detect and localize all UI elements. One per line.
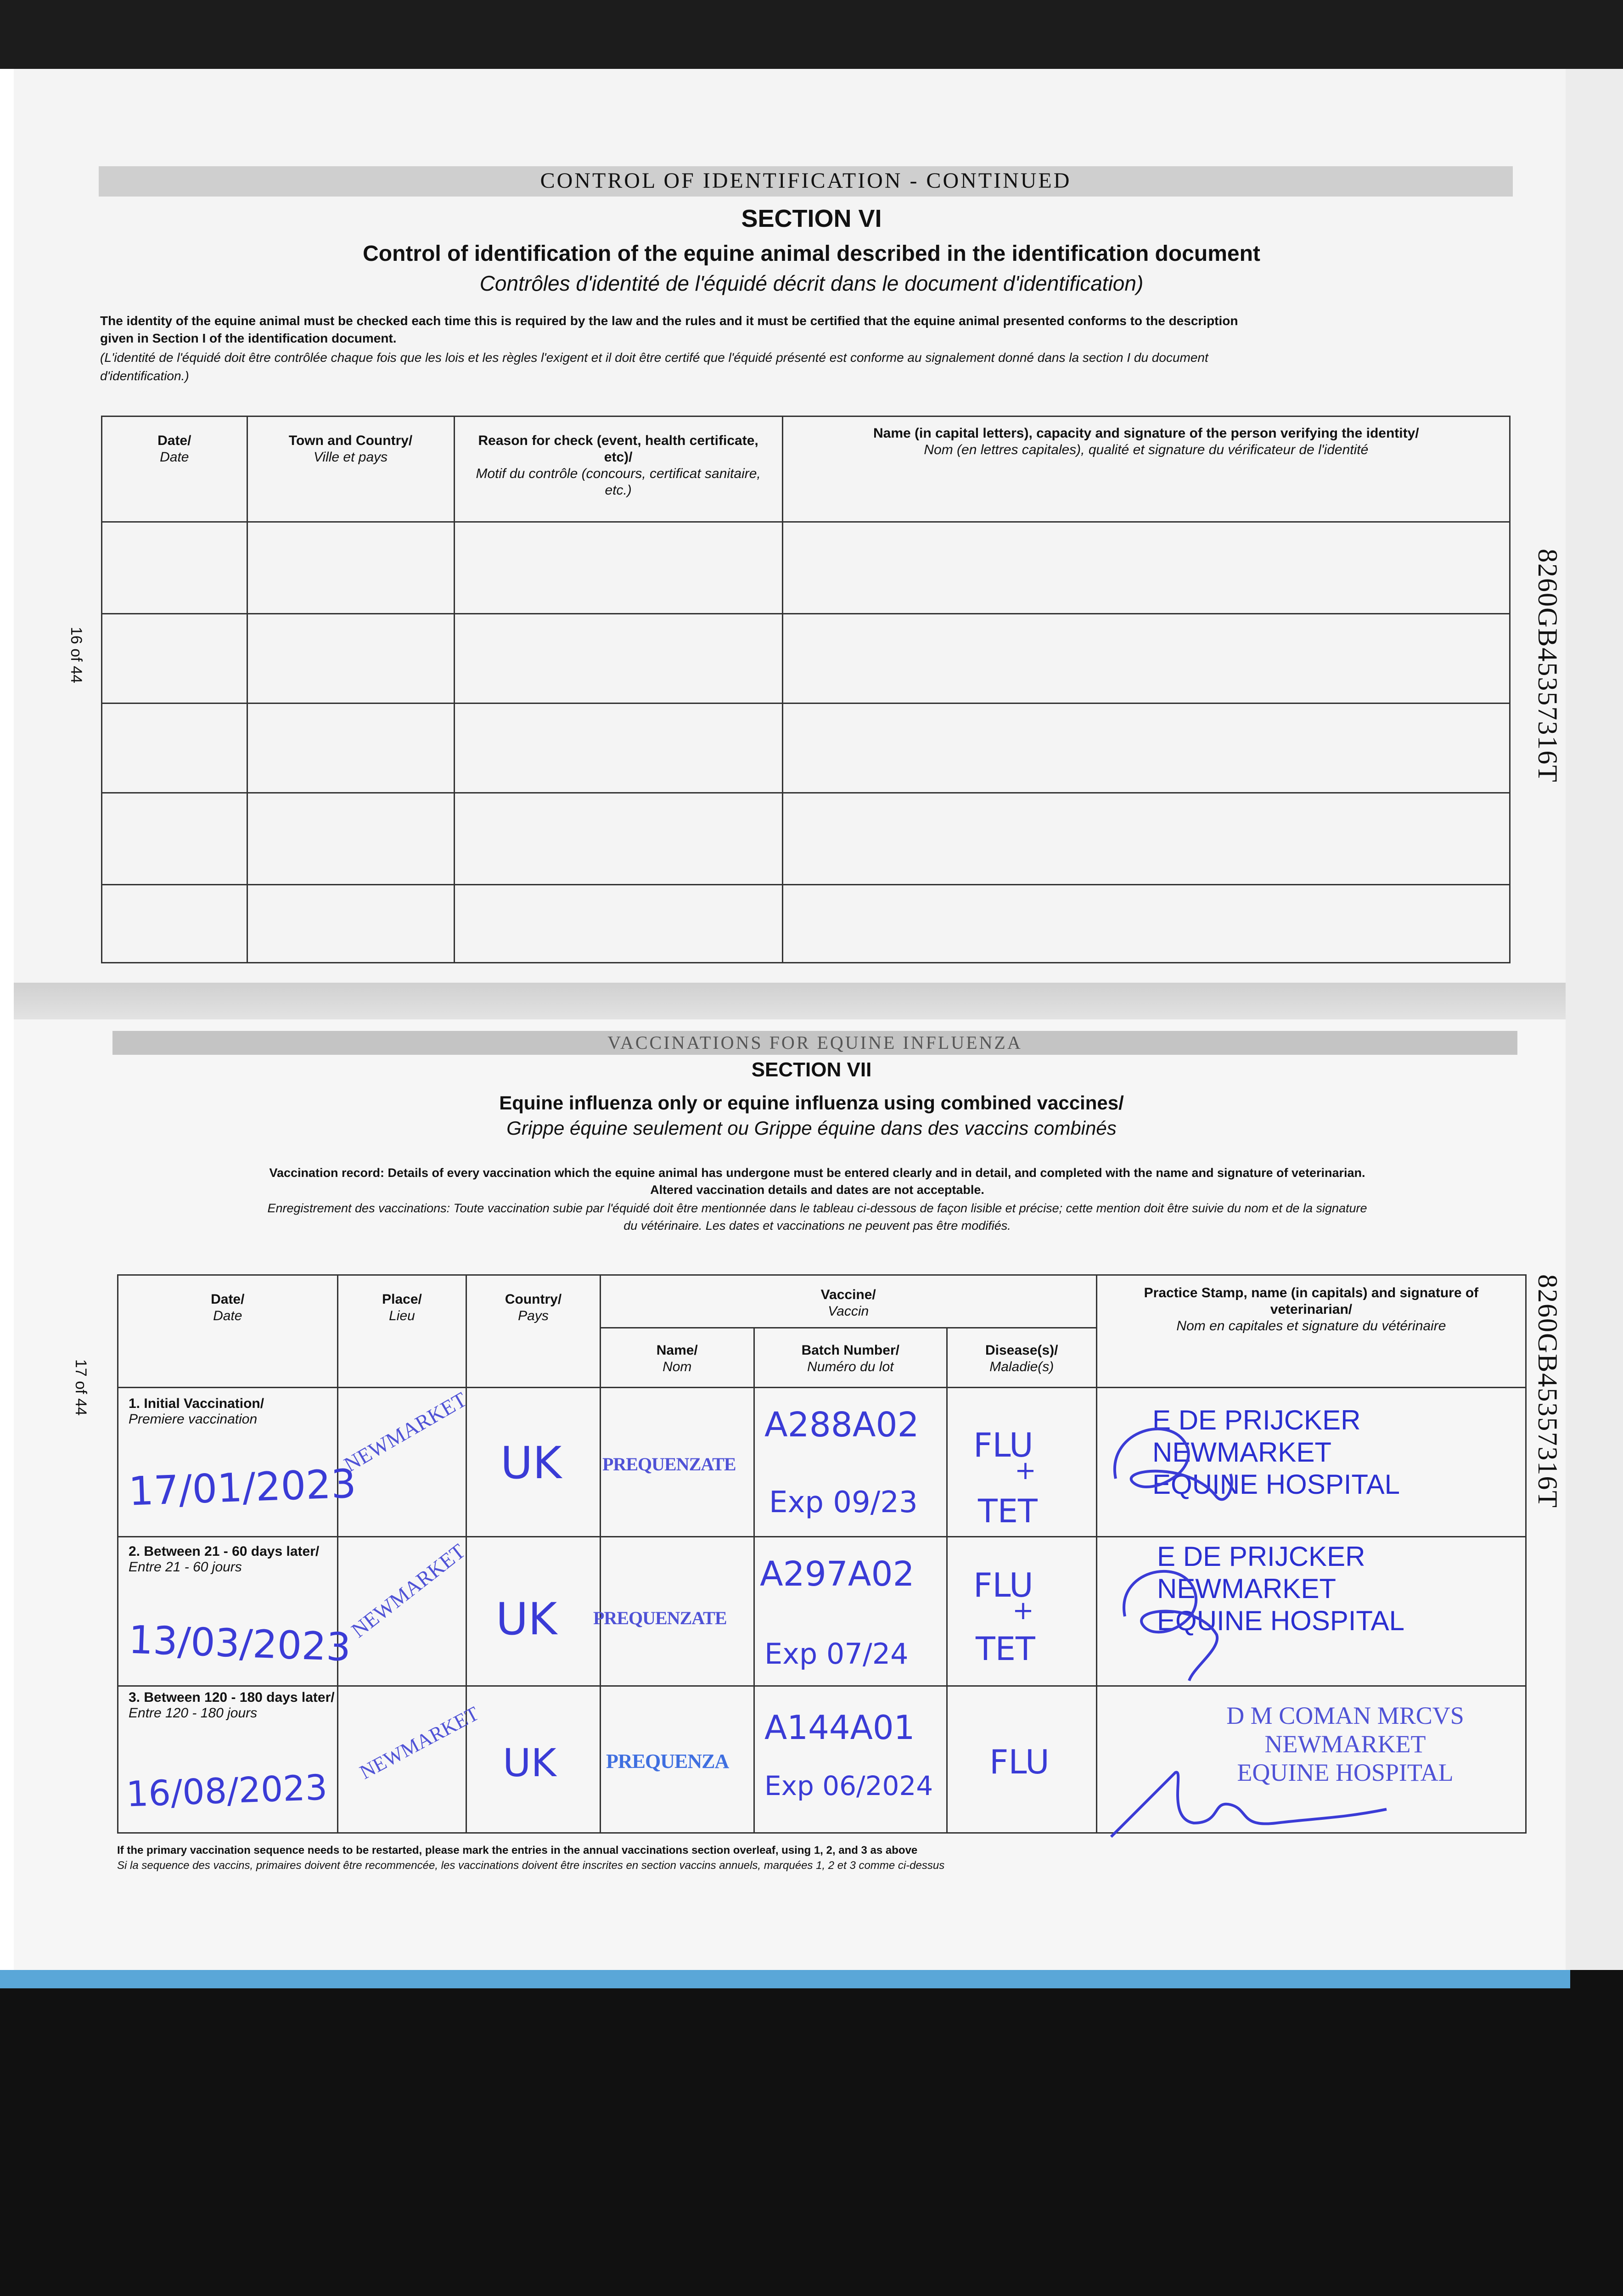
record-fr-2: du vétérinaire. Les dates et vaccinations ne peuvent pas être modifiés. — [623, 1219, 1011, 1232]
table-row — [102, 614, 1510, 703]
col-batch-header: Batch Number/ Numéro du lot — [754, 1328, 947, 1388]
row2-expiry: Exp 07/24 — [764, 1637, 909, 1671]
col-country-header: Country/ Pays — [466, 1275, 600, 1388]
col-disease-header: Disease(s)/ Maladie(s) — [947, 1328, 1096, 1388]
row1-vaccine: PREQUENZATE — [602, 1454, 736, 1474]
section-vi-title: SECTION VI — [741, 205, 882, 232]
section-vi-heading-fr: Contrôles d'identité de l'équidé décrit dans le document d'identification) — [479, 271, 1144, 295]
table-row — [102, 522, 1510, 614]
row3-batch: A144A01 — [764, 1708, 915, 1747]
row1-expiry: Exp 09/23 — [769, 1486, 918, 1519]
section-vii-band-title: VACCINATIONS FOR EQUINE INFLUENZA — [607, 1032, 1022, 1053]
col-stamp-header: Practice Stamp, name (in capitals) and signature of veterinarian/ Nom en capitales et signature du vétérinaire — [1096, 1275, 1526, 1388]
table-row — [102, 793, 1510, 885]
section-vi-intro-en-1: The identity of the equine animal must be checked each time this is required by the law and the rules and it must be certified that the equine animal presented conforms to the description — [100, 314, 1238, 328]
col-date-header: Date/ Date — [118, 1275, 338, 1388]
scan-top-border — [0, 0, 1623, 69]
table-row — [102, 703, 1510, 793]
row2-batch: A297A02 — [760, 1554, 915, 1594]
col-town-country-header: Town and Country/ Ville et pays — [247, 416, 454, 522]
row1-disease-plus: + — [1015, 1456, 1036, 1486]
row2-place: NEWMARKET — [347, 1539, 470, 1642]
section-vi-band-title: CONTROL OF IDENTIFICATION - CONTINUED — [540, 169, 1072, 193]
row1-label: 1. Initial Vaccination/ Premiere vaccination — [129, 1396, 264, 1427]
row1-batch: A288A02 — [764, 1405, 919, 1445]
col-date-header: Date/ Date — [102, 416, 247, 522]
row3-signature — [1102, 1754, 1396, 1846]
section-vi-intro-en-2: given in Section I of the identification document. — [100, 331, 397, 345]
row1-date: 17/01/2023 — [128, 1461, 357, 1515]
section-vii-heading-fr: Grippe équine seulement ou Grippe équine dans des vaccins combinés — [506, 1117, 1117, 1139]
row1-disease-2: TET — [978, 1492, 1038, 1530]
row2-signature — [1102, 1548, 1249, 1685]
col-vaccine-header: Vaccine/ Vaccin — [600, 1275, 1096, 1328]
serial-number-upper: 8260GB45357316T — [1533, 549, 1563, 783]
section-vi-band — [99, 166, 1513, 197]
section-vii-title: SECTION VII — [751, 1058, 872, 1081]
serial-number-lower: 8260GB45357316T — [1533, 1274, 1563, 1508]
footnote-en: If the primary vaccination sequence needs to be restarted, please mark the entries in the annual vaccinations section overleaf, using 1, 2, and 3 as above — [117, 1844, 918, 1857]
section-vi-heading-en: Control of identification of the equine animal described in the identification document — [363, 242, 1260, 266]
page-number-16: 16 of 44 — [67, 627, 85, 683]
row3-disease-1: FLU — [989, 1743, 1050, 1781]
row2-disease-plus: + — [1012, 1596, 1034, 1626]
row3-expiry: Exp 06/2024 — [764, 1770, 933, 1801]
scan-bottom-border — [0, 1970, 1623, 2296]
row2-country: UK — [496, 1593, 557, 1645]
cover-edge — [0, 1970, 1570, 1988]
col-verifier-header: Name (in capital letters), capacity and signature of the person verifying the identity/ Nom (en lettres capitales), qualité et signature du vérificateur de l'identité — [782, 416, 1510, 522]
row3-vaccine: PREQUENZA — [606, 1750, 729, 1773]
section-vi-intro-fr-2: d'identification.) — [100, 369, 189, 383]
row3-stamp: D M COMAN MRCVS NEWMARKET EQUINE HOSPITAL — [1226, 1702, 1464, 1786]
row1-stamp: E DE PRIJCKER NEWMARKET EQUINE HOSPITAL — [1152, 1405, 1400, 1500]
record-fr-1: Enregistrement des vaccinations: Toute vaccination subie par l'équidé doit être mentionnée dans le tableau ci-dessous de façon lisible et précise; cette mention doit être suivie du nom et de la signature — [267, 1201, 1367, 1215]
section-vii-band — [112, 1031, 1517, 1055]
identification-check-table — [101, 416, 1511, 963]
table-row — [102, 885, 1510, 963]
row2-stamp: E DE PRIJCKER NEWMARKET EQUINE HOSPITAL — [1157, 1541, 1405, 1636]
row3-date: 16/08/2023 — [125, 1767, 328, 1815]
row3-place: NEWMARKET — [356, 1702, 483, 1784]
row1-place: NEWMARKET — [340, 1387, 471, 1477]
section-vi-intro-fr-1: (L'identité de l'équidé doit être contrôlée chaque fois que les lois et les règles l'exigent et il doit être certifé que l'équidé présenté est conforme au signalement donné dans la section I du document — [100, 350, 1208, 365]
record-en-1: Vaccination record: Details of every vaccination which the equine animal has undergone must be entered clearly and in detail, and completed with the name and signature of veterinarian. — [269, 1166, 1365, 1180]
row3-country: UK — [503, 1740, 556, 1785]
col-reason-header: Reason for check (event, health certificate, etc)/ Motif du contrôle (concours, certificat sanitaire, etc.) — [454, 416, 782, 522]
row2-disease-2: TET — [976, 1630, 1035, 1668]
page-number-17: 17 of 44 — [72, 1359, 90, 1416]
row1-signature — [1097, 1405, 1244, 1515]
row2-vaccine: PREQUENZATE — [593, 1608, 727, 1628]
page-edge — [1566, 69, 1623, 1993]
section-vii-heading-en: Equine influenza only or equine influenza using combined vaccines/ — [499, 1092, 1124, 1114]
row3-label: 3. Between 120 - 180 days later/ Entre 120 - 180 jours — [129, 1690, 335, 1721]
record-en-2: Altered vaccination details and dates are not acceptable. — [650, 1183, 984, 1197]
row2-disease-1: FLU — [973, 1566, 1033, 1604]
row2-label: 2. Between 21 - 60 days later/ Entre 21 - 60 jours — [129, 1544, 320, 1575]
row1-disease-1: FLU — [973, 1426, 1033, 1464]
col-place-header: Place/ Lieu — [337, 1275, 466, 1388]
row1-country: UK — [500, 1437, 562, 1489]
footnote-fr: Si la sequence des vaccins, primaires doivent être recommencée, les vaccinations doivent être inscrites en section vaccins annuels, marquées 1, 2 et 3 comme ci-dessus — [117, 1859, 945, 1872]
row2-date: 13/03/2023 — [128, 1617, 352, 1670]
col-name-header: Name/ Nom — [600, 1328, 754, 1388]
